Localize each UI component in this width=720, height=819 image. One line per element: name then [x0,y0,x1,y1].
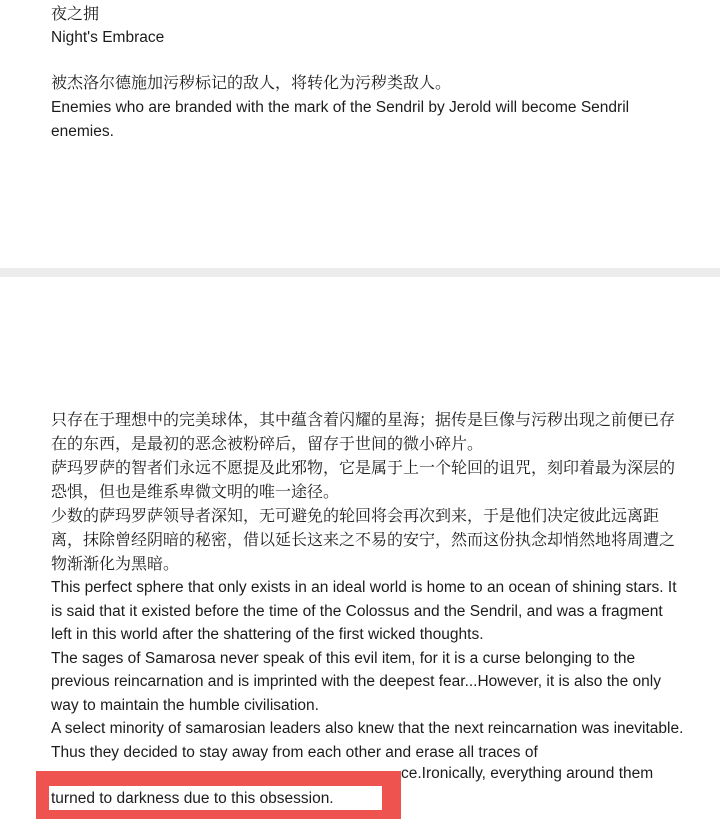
lore-en-paragraph: This perfect sphere that only exists in an ideal world is home to an ocean of shining stars. It is said that it existed before the time of the Colossus and the Sendril, and was a fragment left in this world after the shattering of the first wicked thoughts. [51,579,677,643]
lore-en-partial-line: ce.Ironically, everything around them [401,762,653,785]
lore-en-paragraph: A select minority of samarosian leaders also knew that the next reincarnation was inevitable. Thus they decided to stay away from each other and erase all traces of [51,720,684,761]
item-effect-en: Enemies who are branded with the mark of the Sendril by Jerold will become Sendril enemies. [51,99,630,140]
page-separator [0,268,720,277]
item-effect-zh: 被杰洛尔德施加污秽标记的敌人，将转化为污秽类敌人。 [51,73,452,92]
item-effect [51,70,691,143]
lore-en-paragraph: The sages of Samarosa never speak of this evil item, for it is a curse belonging to the previous reincarnation and is imprinted with the deepest fear...However, it is also the only way to maintain the humble civilisation. [51,649,661,714]
lore-zh-paragraph: 少数的萨玛罗萨领导者深知，无可避免的轮回将会再次到来，于是他们决定彼此远离距离，抹除曾经阴暗的秘密，借以延长这来之不易的安宁，然而这份执念却悄然地将周遭之物渐渐化为黑暗。 [51,506,676,573]
lore-zh-paragraph: 只存在于理想中的完美球体，其中蕴含着闪耀的星海；据传是巨像与污秽出现之前便已存在的东西，是最初的恶念被粉碎后，留存于世间的微小碎片。 [51,410,676,453]
item-title-zh: 夜之拥 [51,4,100,23]
item-lore [51,408,687,764]
lore-zh-paragraph: 萨玛罗萨的智者们永远不愿提及此邪物，它是属于上一个轮回的诅咒，刻印着最为深层的恐惧，但也是维系卑微文明的唯一途径。 [51,458,676,501]
document-page-2 [0,277,720,819]
item-title-en: Night's Embrace [51,29,165,46]
item-title [51,3,691,50]
highlighted-sentence: turned to darkness due to this obsession. [51,790,334,807]
document-page-1 [0,0,720,268]
